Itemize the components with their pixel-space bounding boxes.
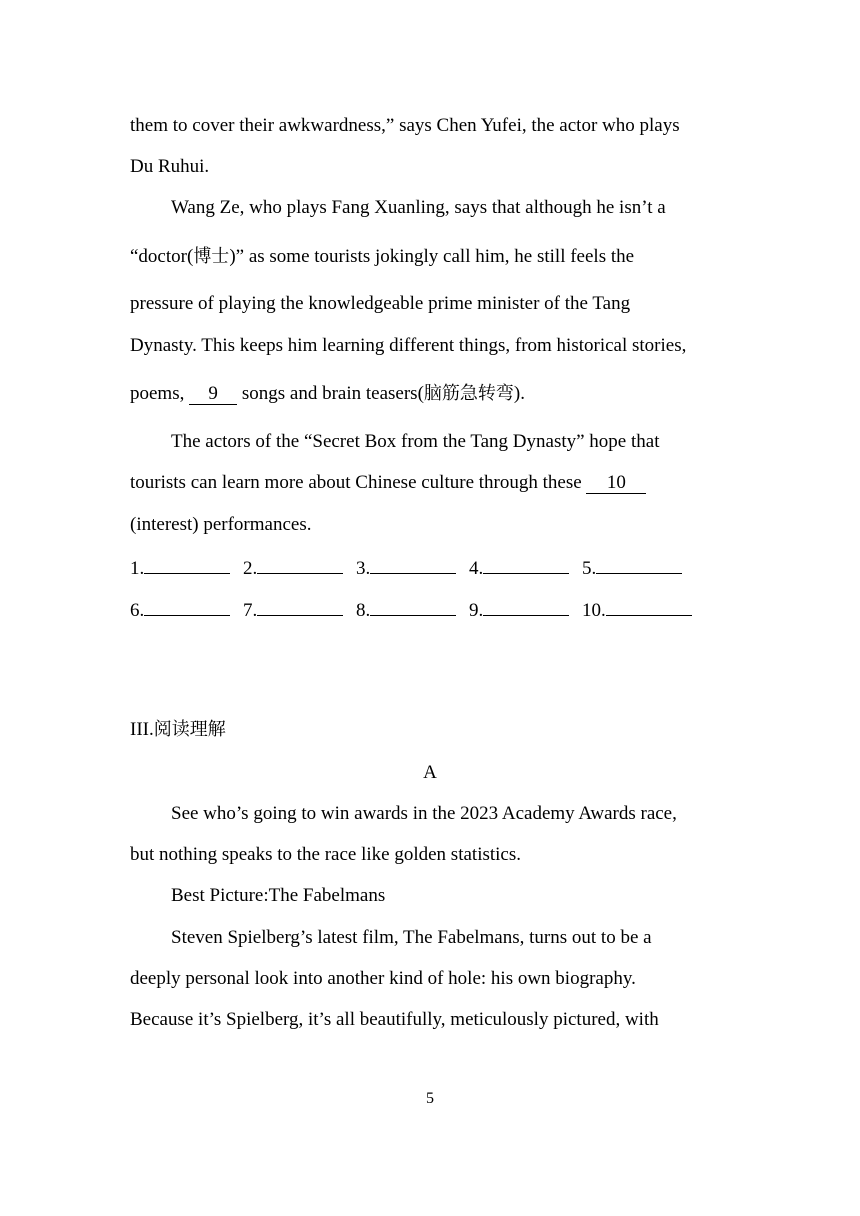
answer-slot[interactable]	[356, 555, 456, 581]
text-line: but nothing speaks to the race like golden statistics.	[130, 844, 522, 865]
answer-number: 6.	[130, 600, 145, 621]
text-line: Du Ruhui.	[130, 156, 210, 177]
text-line: them to cover their awkwardness,” says Chen Yufei, the actor who plays	[130, 115, 680, 136]
answer-number: 9.	[469, 600, 484, 621]
text-fragment: ).	[513, 383, 525, 404]
answer-line	[370, 597, 456, 616]
text-line: Wang Ze, who plays Fang Xuanling, says that although he isn’t a	[171, 197, 666, 218]
answer-number: 4.	[469, 558, 484, 579]
answer-line	[606, 597, 692, 616]
text-line	[130, 245, 634, 269]
answer-line	[144, 597, 230, 616]
answer-line	[483, 597, 569, 616]
text-line: Because it’s Spielberg, it’s all beautifully, meticulously pictured, with	[130, 1009, 659, 1030]
answer-line	[257, 555, 343, 574]
answer-slot[interactable]	[582, 597, 692, 623]
answer-row-1	[130, 555, 690, 581]
text-fragment: )” as some tourists jokingly call him, he still feels the	[229, 246, 635, 267]
answer-number: 3.	[356, 558, 371, 579]
answer-line	[596, 555, 682, 574]
text-line: deeply personal look into another kind of hole: his own biography.	[130, 968, 636, 989]
answer-line	[144, 555, 230, 574]
section-numeral: III.	[130, 719, 154, 740]
answer-slot[interactable]	[469, 597, 569, 623]
answer-row-2	[130, 597, 700, 623]
answer-number: 1.	[130, 558, 145, 579]
answer-number: 5.	[582, 558, 597, 579]
passage-label: A	[423, 762, 437, 783]
answer-line	[483, 555, 569, 574]
chinese-gloss: 脑筋急转弯	[423, 383, 514, 404]
text-fragment: “doctor(	[130, 246, 194, 267]
blank-9[interactable]: 9	[189, 384, 237, 405]
answer-line	[370, 555, 456, 574]
answer-slot[interactable]	[469, 555, 569, 581]
text-line: Dynasty. This keeps him learning different things, from historical stories,	[130, 335, 687, 356]
text-line	[130, 471, 646, 495]
text-fragment: songs and brain teasers(	[237, 383, 424, 404]
text-line: Best Picture:The Fabelmans	[171, 885, 386, 906]
text-line	[130, 382, 525, 406]
text-fragment: tourists can learn more about Chinese culture through these	[130, 472, 587, 493]
section-title: 阅读理解	[153, 719, 226, 740]
answer-slot[interactable]	[243, 597, 343, 623]
answer-slot[interactable]	[130, 555, 230, 581]
answer-line	[257, 597, 343, 616]
section-heading	[130, 718, 226, 742]
page-number: 5	[426, 1090, 434, 1107]
answer-number: 2.	[243, 558, 258, 579]
text-line: See who’s going to win awards in the 2023 Academy Awards race,	[171, 803, 677, 824]
blank-10[interactable]: 10	[586, 473, 646, 494]
answer-number: 10.	[582, 600, 606, 621]
answer-slot[interactable]	[130, 597, 230, 623]
text-line: (interest) performances.	[130, 514, 312, 535]
answer-number: 7.	[243, 600, 258, 621]
answer-slot[interactable]	[356, 597, 456, 623]
chinese-gloss: 博士	[193, 246, 230, 267]
text-line: The actors of the “Secret Box from the Tang Dynasty” hope that	[171, 431, 660, 452]
text-line: Steven Spielberg’s latest film, The Fabelmans, turns out to be a	[171, 927, 652, 948]
text-line: pressure of playing the knowledgeable prime minister of the Tang	[130, 293, 631, 314]
answer-number: 8.	[356, 600, 371, 621]
answer-slot[interactable]	[582, 555, 682, 581]
text-fragment: poems,	[130, 383, 190, 404]
answer-slot[interactable]	[243, 555, 343, 581]
